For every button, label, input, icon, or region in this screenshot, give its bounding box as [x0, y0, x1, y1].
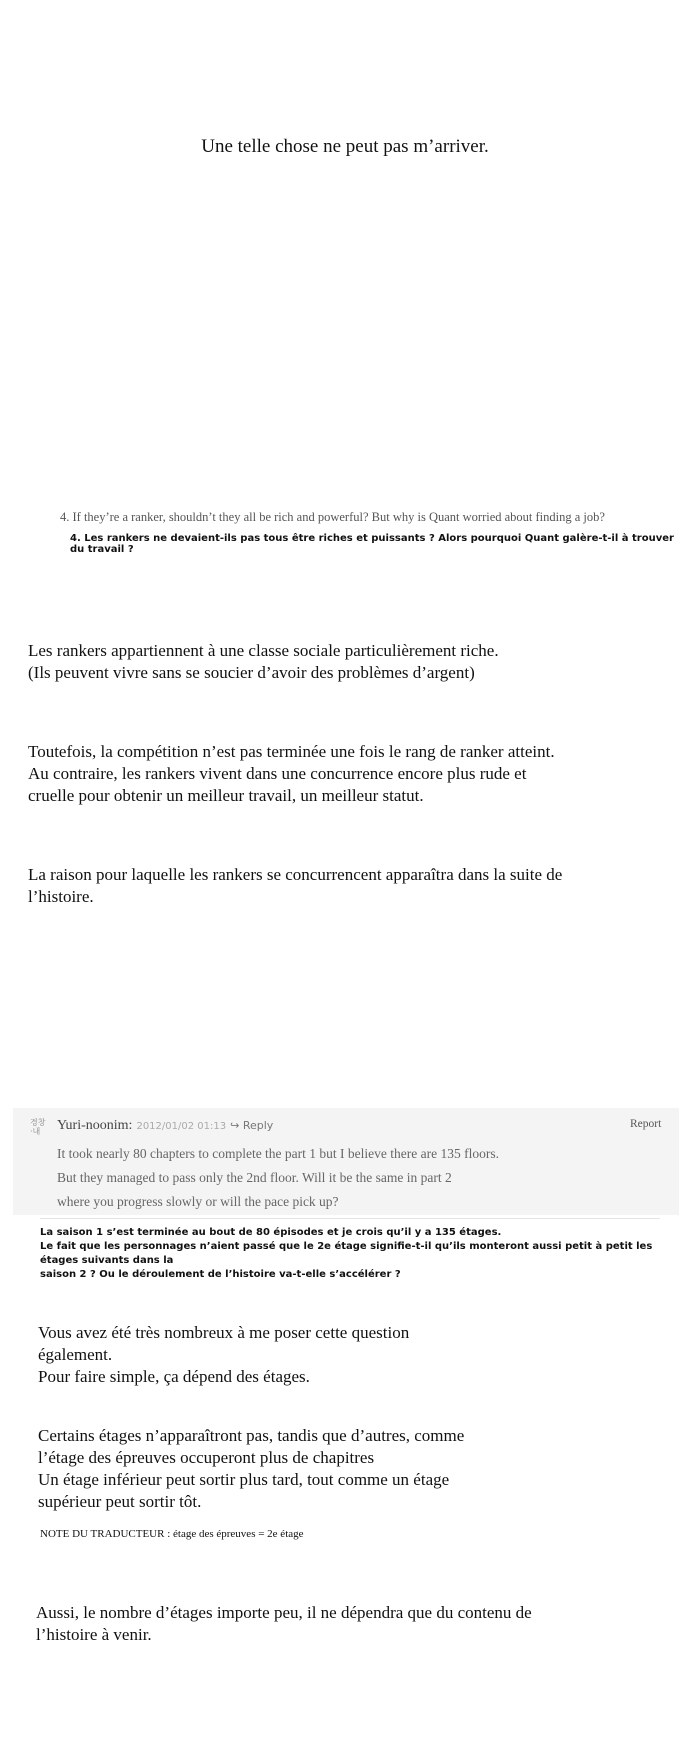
comment-username[interactable]: Yuri-noonim: — [57, 1118, 133, 1133]
comment-body: It took nearly 80 chapters to complete the part 1 but I believe there are 135 floors. But they managed to pass only the 2nd floor. Will it be the same in part 2 where you progress slowly or will the pace pick up? — [57, 1146, 499, 1209]
report-button[interactable]: Report — [630, 1118, 662, 1130]
comment-date: 2012/01/02 01:13 — [136, 1121, 227, 1132]
answer2-paragraph-2: Certains étages n’apparaîtront pas, tandis que d’autres, comme l’étage des épreuves occuperont plus de chapitres Un étage inférieur peut sortir plus tard, tout comme un étage supérieur peut sortir tôt. — [38, 1426, 465, 1511]
question-french: 4. Les rankers ne devaient-ils pas tous être riches et puissants ? Alors pourquoi Quant galère-t-il à trouver du travail ? — [70, 533, 674, 555]
reply-label: Reply — [242, 1119, 274, 1132]
page-title: Une telle chose ne peut pas m’arriver. — [201, 136, 489, 157]
answer2-paragraph-1: Vous avez été très nombreux à me poser cette question également. Pour faire simple, ça dépend des étages. — [38, 1323, 410, 1386]
comment-translation: La saison 1 s’est terminée au bout de 80 épisodes et je crois qu’il y a 135 étages. Le fait que les personnages n’aient passé que le 2e étage signifie-t-il qu’ils monteront aussi petit à petit les étages suivants dans la saison 2 ? Ou le déroulement de l’histoire va-t-elle s’accélérer ? — [40, 1227, 653, 1280]
answer2-paragraph-3: Aussi, le nombre d’étages importe peu, il ne dépendra que du contenu de l’histoire à venir. — [36, 1603, 532, 1644]
answer-paragraph-2: Toutefois, la compétition n’est pas terminée une fois le rang de ranker atteint. Au contraire, les rankers vivent dans une concurrence encore plus rude et cruelle pour obtenir un meilleur travail, un meilleur statut. — [28, 742, 555, 805]
avatar: 경창 ·내 — [30, 1118, 46, 1136]
answer-paragraph-1: Les rankers appartiennent à une classe sociale particulièrement riche. (Ils peuvent vivre sans se soucier d’avoir des problèmes d’argent) — [28, 641, 499, 682]
reply-arrow-icon: ↪ — [230, 1119, 240, 1132]
answer-paragraph-3: La raison pour laquelle les rankers se concurrencent apparaîtra dans la suite de l’histoire. — [28, 865, 563, 906]
divider — [40, 1218, 660, 1219]
reply-button[interactable] — [230, 1119, 273, 1132]
question-english: 4. If they’re a ranker, shouldn’t they all be rich and powerful? But why is Quant worried about finding a job? — [60, 510, 605, 524]
translator-note: NOTE DU TRADUCTEUR : étage des épreuves = 2e étage — [40, 1528, 304, 1540]
comment-header — [57, 1118, 273, 1134]
